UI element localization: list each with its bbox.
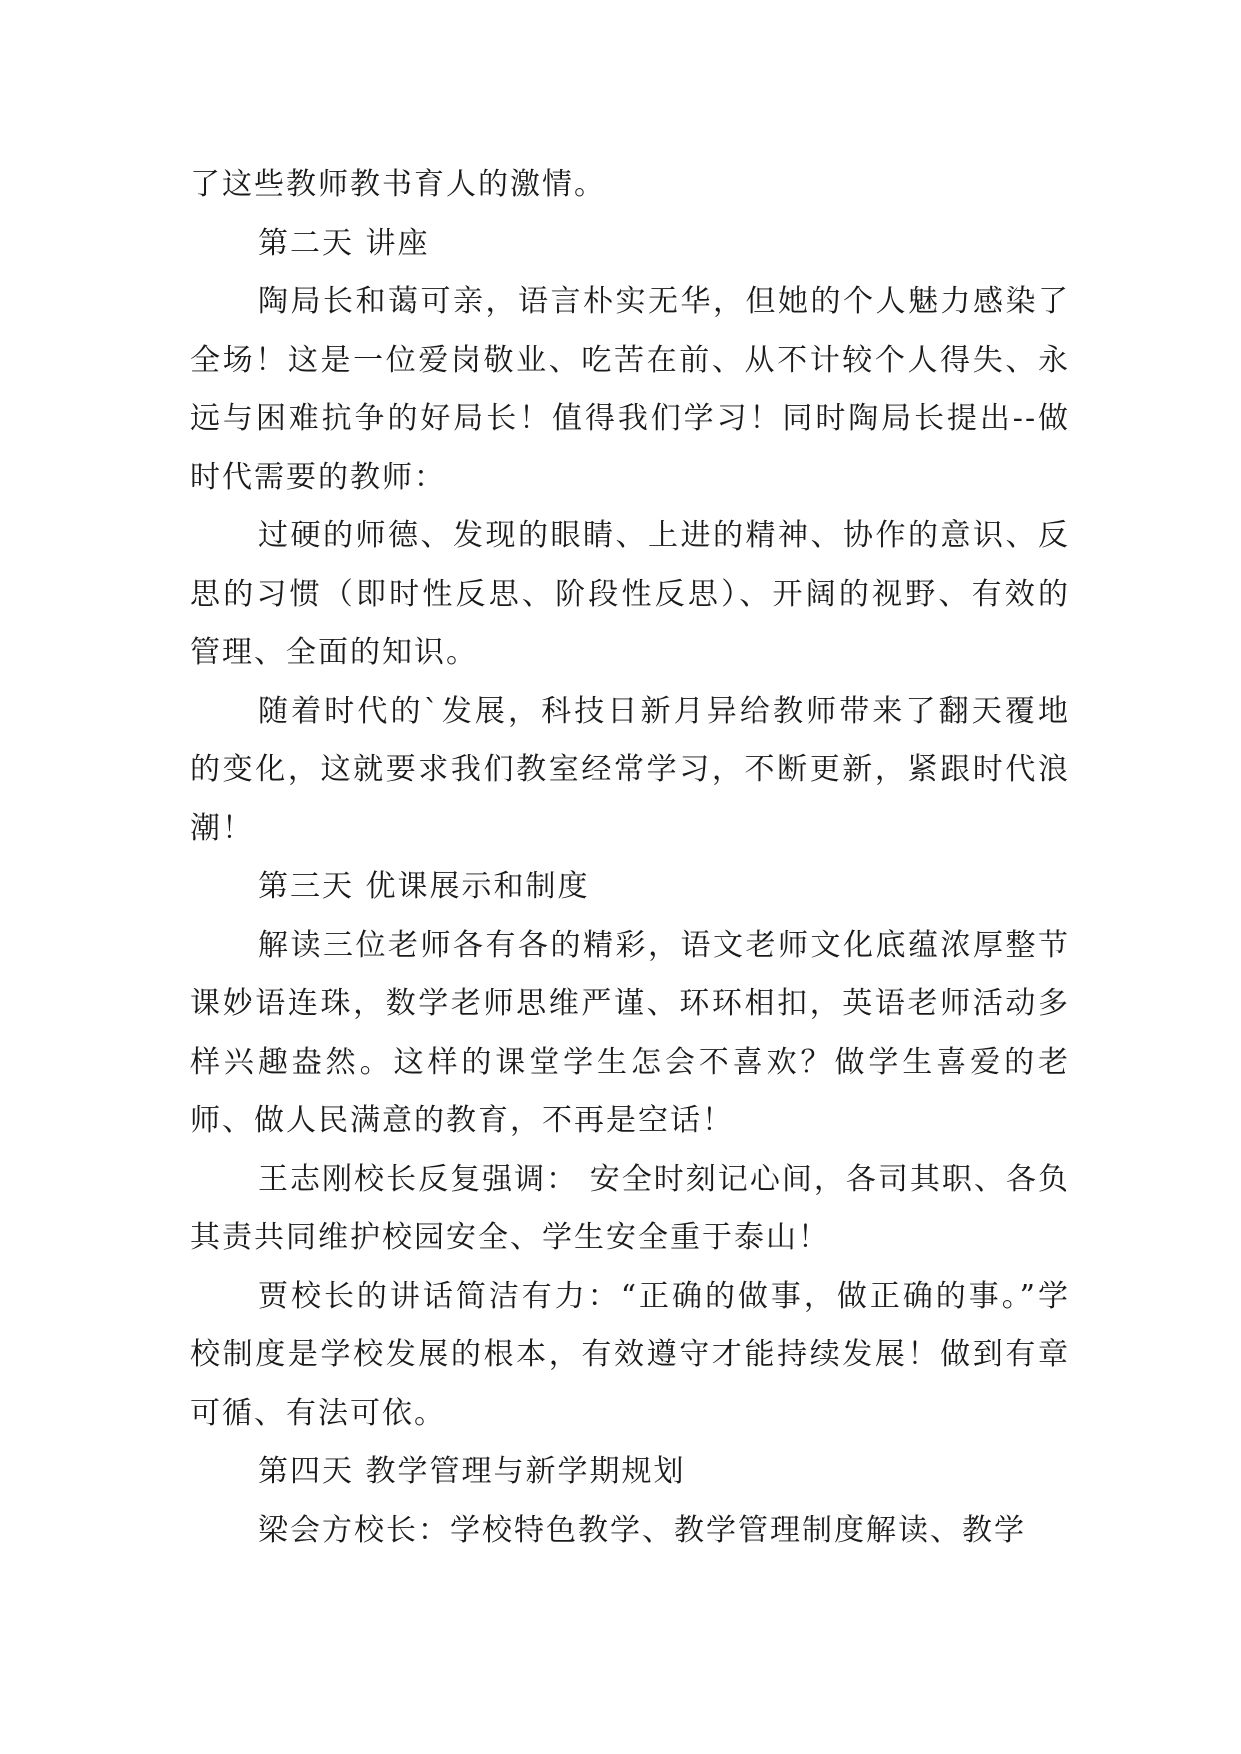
paragraph-principal-jia: 贾校长的讲话简洁有力：“正确的做事，做正确的事。”学校制度是学校发展的根本，有效遵守才能持续发展！做到有章可循、有法可依。 — [190, 1278, 1070, 1431]
paragraph-era-development: 随着时代的`发展，科技日新月异给教师带来了翻天覆地的变化，这就要求我们教室经常学习，不断更新，紧跟时代浪潮！ — [190, 693, 1070, 846]
paragraph-demo-lessons: 解读三位老师各有各的精彩，语文老师文化底蕴浓厚整节课妙语连珠，数学老师思维严谨、环环相扣，英语老师活动多样兴趣盎然。这样的课堂学生怎会不喜欢？做学生喜爱的老师、做人民满意的教育，不再是空话！ — [190, 927, 1070, 1138]
paragraph-principal-liang: 梁会方校长：学校特色教学、教学管理制度解读、教学 — [258, 1512, 1026, 1548]
document-body — [190, 156, 1070, 1560]
heading-day-two: 第二天 讲座 — [258, 225, 430, 261]
paragraph-principal-wang: 王志刚校长反复强调： 安全时刻记心间，各司其职、各负其责共同维护校园安全、学生安全重于泰山！ — [190, 1161, 1070, 1255]
paragraph-teacher-qualities: 过硬的师德、发现的眼睛、上进的精神、协作的意识、反思的习惯（即时性反思、阶段性反思）、开阔的视野、有效的管理、全面的知识。 — [190, 518, 1070, 670]
heading-day-four: 第四天 教学管理与新学期规划 — [258, 1454, 686, 1489]
paragraph-continuation: 了这些教师教书育人的激情。 — [190, 167, 606, 202]
paragraph-director-tao: 陶局长和蔼可亲，语言朴实无华，但她的个人魅力感染了全场！这是一位爱岗敬业、吃苦在前、从不计较个人得失、永远与困难抗争的好局长！值得我们学习！同时陶局长提出--做时代需要的教师： — [190, 284, 1070, 495]
heading-day-three: 第三天 优课展示和制度 — [258, 869, 590, 904]
